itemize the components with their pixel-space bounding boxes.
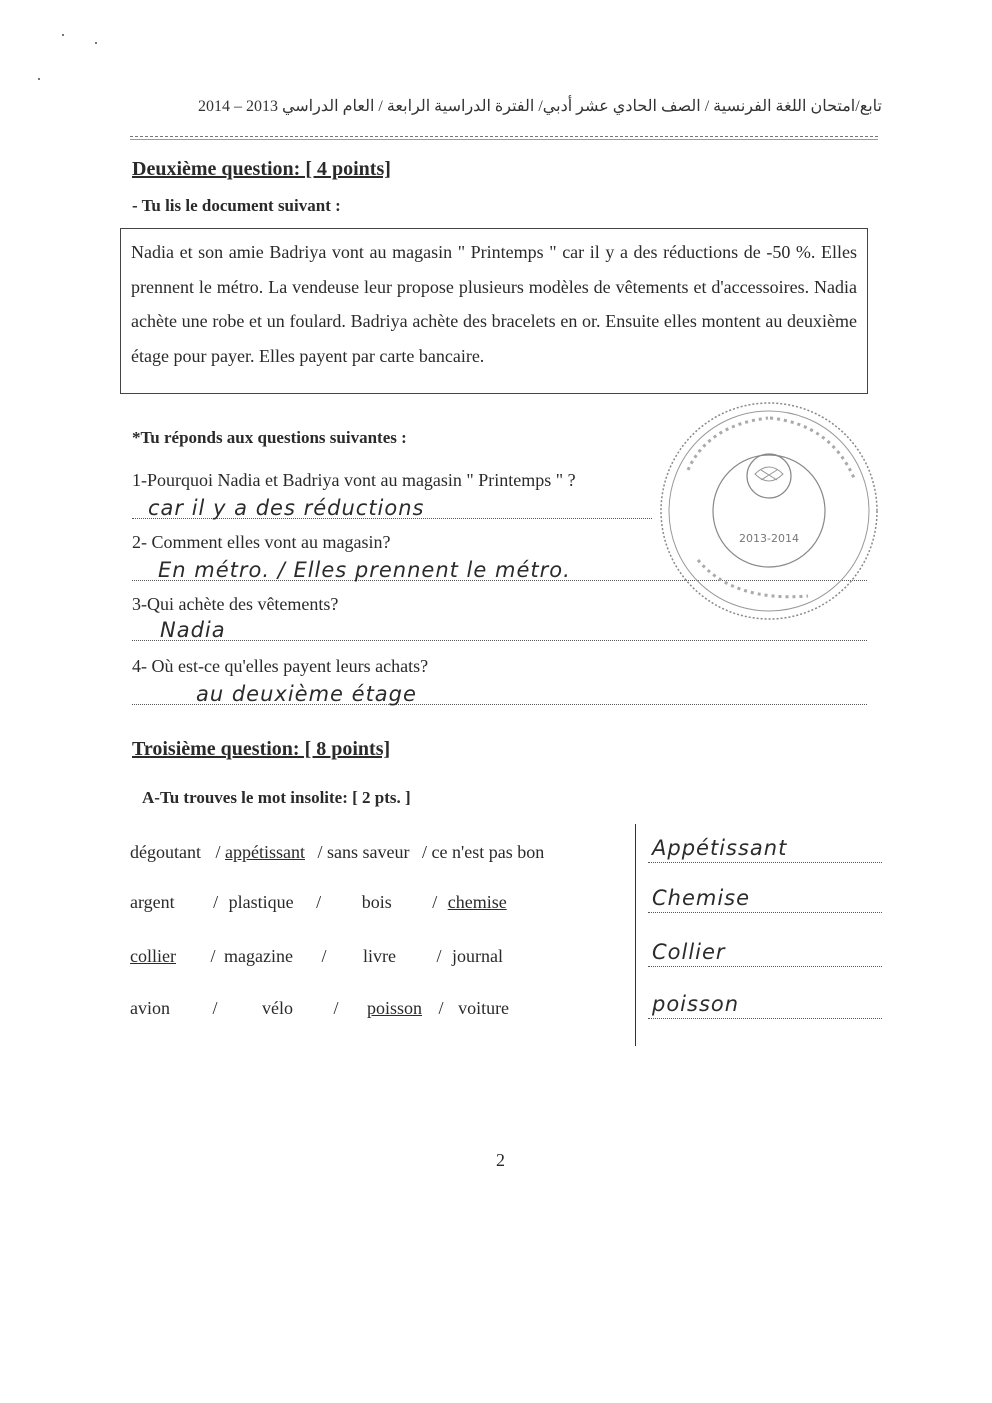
exam-header: تابع/امتحان اللغة الفرنسية / الصف الحادي عشر أدبي/ الفترة الدراسية الرابعة / العام الدراسي 2013 – 2014 (197, 98, 882, 115)
word-option[interactable]: voiture (458, 998, 510, 1018)
word-separator: / (436, 946, 442, 966)
reading-passage: Nadia et son amie Badriya vont au magasin " Printemps " car il y a des réductions de -50 %. Elles prennent le métro. La vendeuse leur propose plusieurs modèles de vêtements et d'accessoires. Nadia achète une robe et un foulard. Badriya achète des bracelets en or. Ensuite elles montent au deuxième étage pour payer. Elles payent par carte bancaire. (120, 228, 868, 394)
answer-3: Nadia (160, 618, 226, 642)
answer-a2: Chemise (652, 886, 751, 910)
answer-line-3[interactable] (132, 640, 867, 641)
word-option[interactable]: ce n'est pas bon (431, 842, 545, 862)
word-option[interactable]: magazine (224, 946, 293, 966)
word-row-1 (130, 842, 544, 863)
word-option[interactable]: sans saveur (327, 842, 410, 862)
question-2: 2- Comment elles vont au magasin? (132, 532, 391, 552)
word-separator: / (210, 946, 216, 966)
word-option[interactable]: dégoutant (130, 842, 201, 862)
header-rule-2 (130, 139, 878, 140)
answer-a1: Appétissant (652, 836, 788, 860)
word-option[interactable]: avion (130, 998, 170, 1018)
answer-a4: poisson (652, 992, 740, 1016)
question-4: 4- Où est-ce qu'elles payent leurs achats? (132, 656, 429, 676)
answer-line-a2[interactable] (648, 912, 882, 913)
word-option[interactable]: bois (361, 892, 392, 912)
word-option[interactable]: appétissant (225, 842, 305, 862)
q2-instruction: - Tu lis le document suivant : (132, 196, 341, 215)
question-1: 1-Pourquoi Nadia et Badriya vont au magasin " Printemps " ? (132, 470, 576, 490)
word-option[interactable]: journal (452, 946, 503, 966)
word-option[interactable]: chemise (447, 892, 507, 912)
header-rule (130, 136, 878, 137)
stamp-year: 2013-2014 (739, 532, 799, 545)
word-option[interactable]: livre (362, 946, 396, 966)
answer-a3: Collier (652, 940, 726, 964)
word-separator: / (212, 998, 218, 1018)
word-separator: / (215, 842, 221, 862)
answer-line-a1[interactable] (648, 862, 882, 863)
q2-title: Deuxième question: [ 4 points] (132, 158, 391, 180)
word-separator: / (421, 842, 427, 862)
word-separator: / (213, 892, 219, 912)
page-number: 2 (496, 1150, 505, 1170)
word-option[interactable]: vélo (262, 998, 294, 1018)
answer-2: En métro. / Elles prennent le métro. (158, 558, 571, 582)
question-3: 3-Qui achète des vêtements? (132, 594, 339, 614)
word-option[interactable]: plastique (228, 892, 294, 912)
word-option[interactable]: argent (130, 892, 175, 912)
answer-4: au deuxième étage (196, 682, 417, 706)
word-separator: / (333, 998, 339, 1018)
word-separator: / (316, 892, 322, 912)
word-separator: / (432, 892, 438, 912)
word-separator: / (317, 842, 323, 862)
q3-part-a: A-Tu trouves le mot insolite: [ 2 pts. ] (142, 788, 411, 807)
word-row-2 (130, 892, 507, 913)
word-separator: / (438, 998, 444, 1018)
column-divider (635, 824, 636, 1046)
q3-title: Troisième question: [ 8 points] (132, 738, 391, 760)
word-option[interactable]: collier (130, 946, 176, 966)
answer-line-a4[interactable] (648, 1018, 882, 1019)
answer-line-a3[interactable] (648, 966, 882, 967)
word-option[interactable]: poisson (367, 998, 423, 1018)
word-row-3 (130, 946, 503, 967)
q2-sub-instruction: *Tu réponds aux questions suivantes : (132, 428, 407, 447)
answer-1: car il y a des réductions (148, 496, 425, 520)
official-stamp-icon (658, 400, 880, 622)
word-row-4 (130, 998, 509, 1019)
word-separator: / (321, 946, 327, 966)
